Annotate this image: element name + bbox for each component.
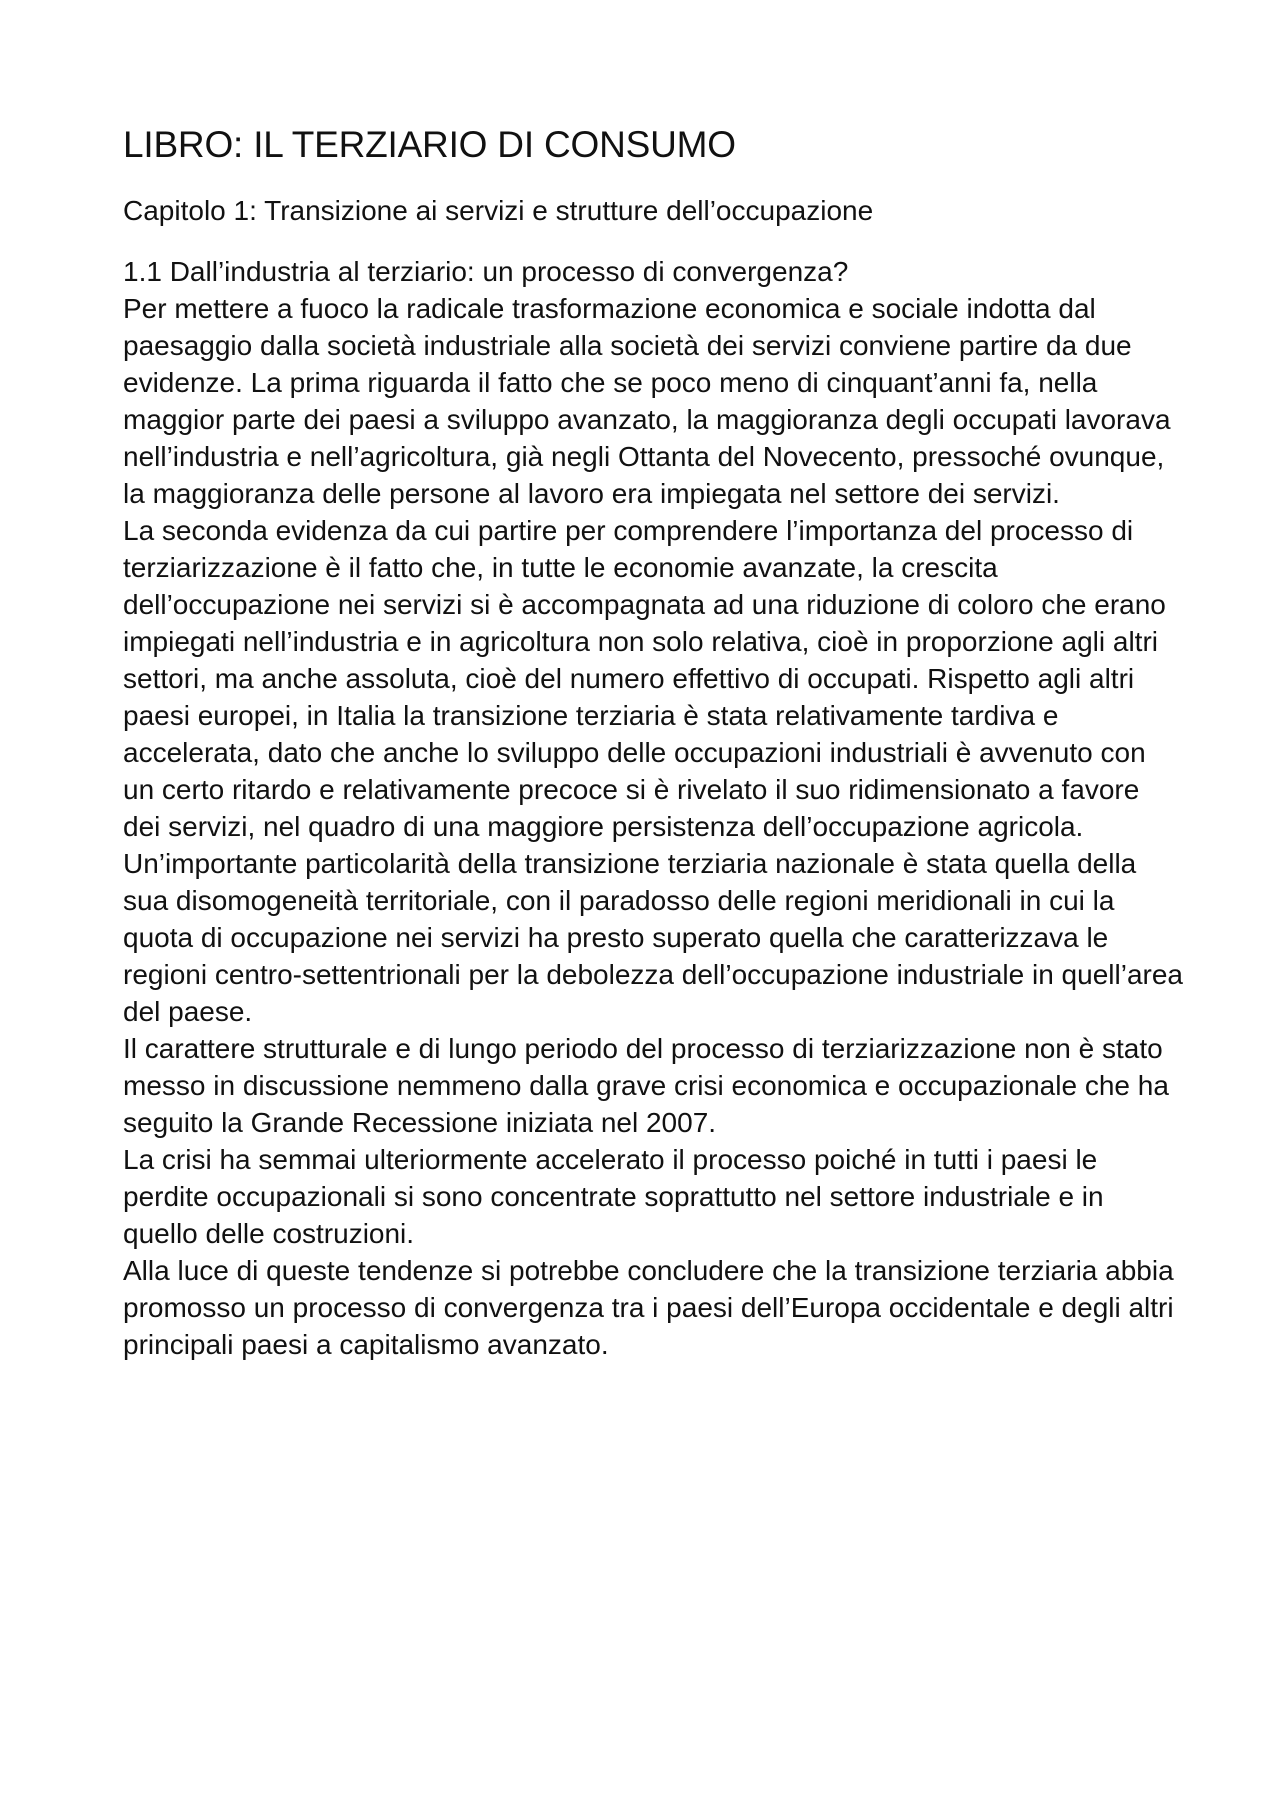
paragraph: Alla luce di queste tendenze si potrebbe concludere che la transizione terziaria abbia promosso un processo di convergenza tra i paesi dell’Europa occidentale e degli altri principali paesi a capitalismo avanzato. xyxy=(123,1255,1174,1360)
paragraph: Il carattere strutturale e di lungo periodo del processo di terziarizzazione non è stato messo in discussione nemmeno dalla grave crisi economica e occupazionale che ha seguito la Grande Recessione iniziata nel 2007. xyxy=(123,1033,1169,1138)
document-page xyxy=(123,122,1183,1363)
paragraph: La crisi ha semmai ulteriormente accelerato il processo poiché in tutti i paesi le perdite occupazionali si sono concentrate soprattutto nel settore industriale e in quello delle costruzioni. xyxy=(123,1144,1104,1249)
section-title: 1.1 Dall’industria al terziario: un processo di convergenza? xyxy=(123,256,849,287)
chapter-title: Capitolo 1: Transizione ai servizi e strutture dell’occupazione xyxy=(123,195,874,226)
book-title: LIBRO: IL TERZIARIO DI CONSUMO xyxy=(123,124,736,165)
paragraph: La seconda evidenza da cui partire per comprendere l’importanza del processo di terziarizzazione è il fatto che, in tutte le economie avanzate, la crescita dell’occupazione nei servizi si è accompagnata ad una riduzione di coloro che erano impiegati nell’industria e in agricoltura non solo relativa, cioè in proporzione agli altri settori, ma anche assoluta, cioè del numero effettivo di occupati. Rispetto agli altri paesi europei, in Italia la transizione terziaria è stata relativamente tardiva e accelerata, dato che anche lo sviluppo delle occupazioni industriali è avvenuto con un certo ritardo e relativamente precoce si è rivelato il suo ridimensionato a favore dei servizi, nel quadro di una maggiore persistenza dell’occupazione agricola. xyxy=(123,515,1166,842)
paragraph: Un’importante particolarità della transizione terziaria nazionale è stata quella della sua disomogeneità territoriale, con il paradosso delle regioni meridionali in cui la quota di occupazione nei servizi ha presto superato quella che caratterizzava le regioni centro-settentrionali per la debolezza dell’occupazione industriale in quell’area del paese. xyxy=(123,848,1183,1027)
paragraph: Per mettere a fuoco la radicale trasformazione economica e sociale indotta dal paesaggio dalla società industriale alla società dei servizi conviene partire da due evidenze. La prima riguarda il fatto che se poco meno di cinquant’anni fa, nella maggior parte dei paesi a sviluppo avanzato, la maggioranza degli occupati lavorava nell’industria e nell’agricoltura, già negli Ottanta del Novecento, pressoché ovunque, la maggioranza delle persone al lavoro era impiegata nel settore dei servizi. xyxy=(123,293,1171,509)
